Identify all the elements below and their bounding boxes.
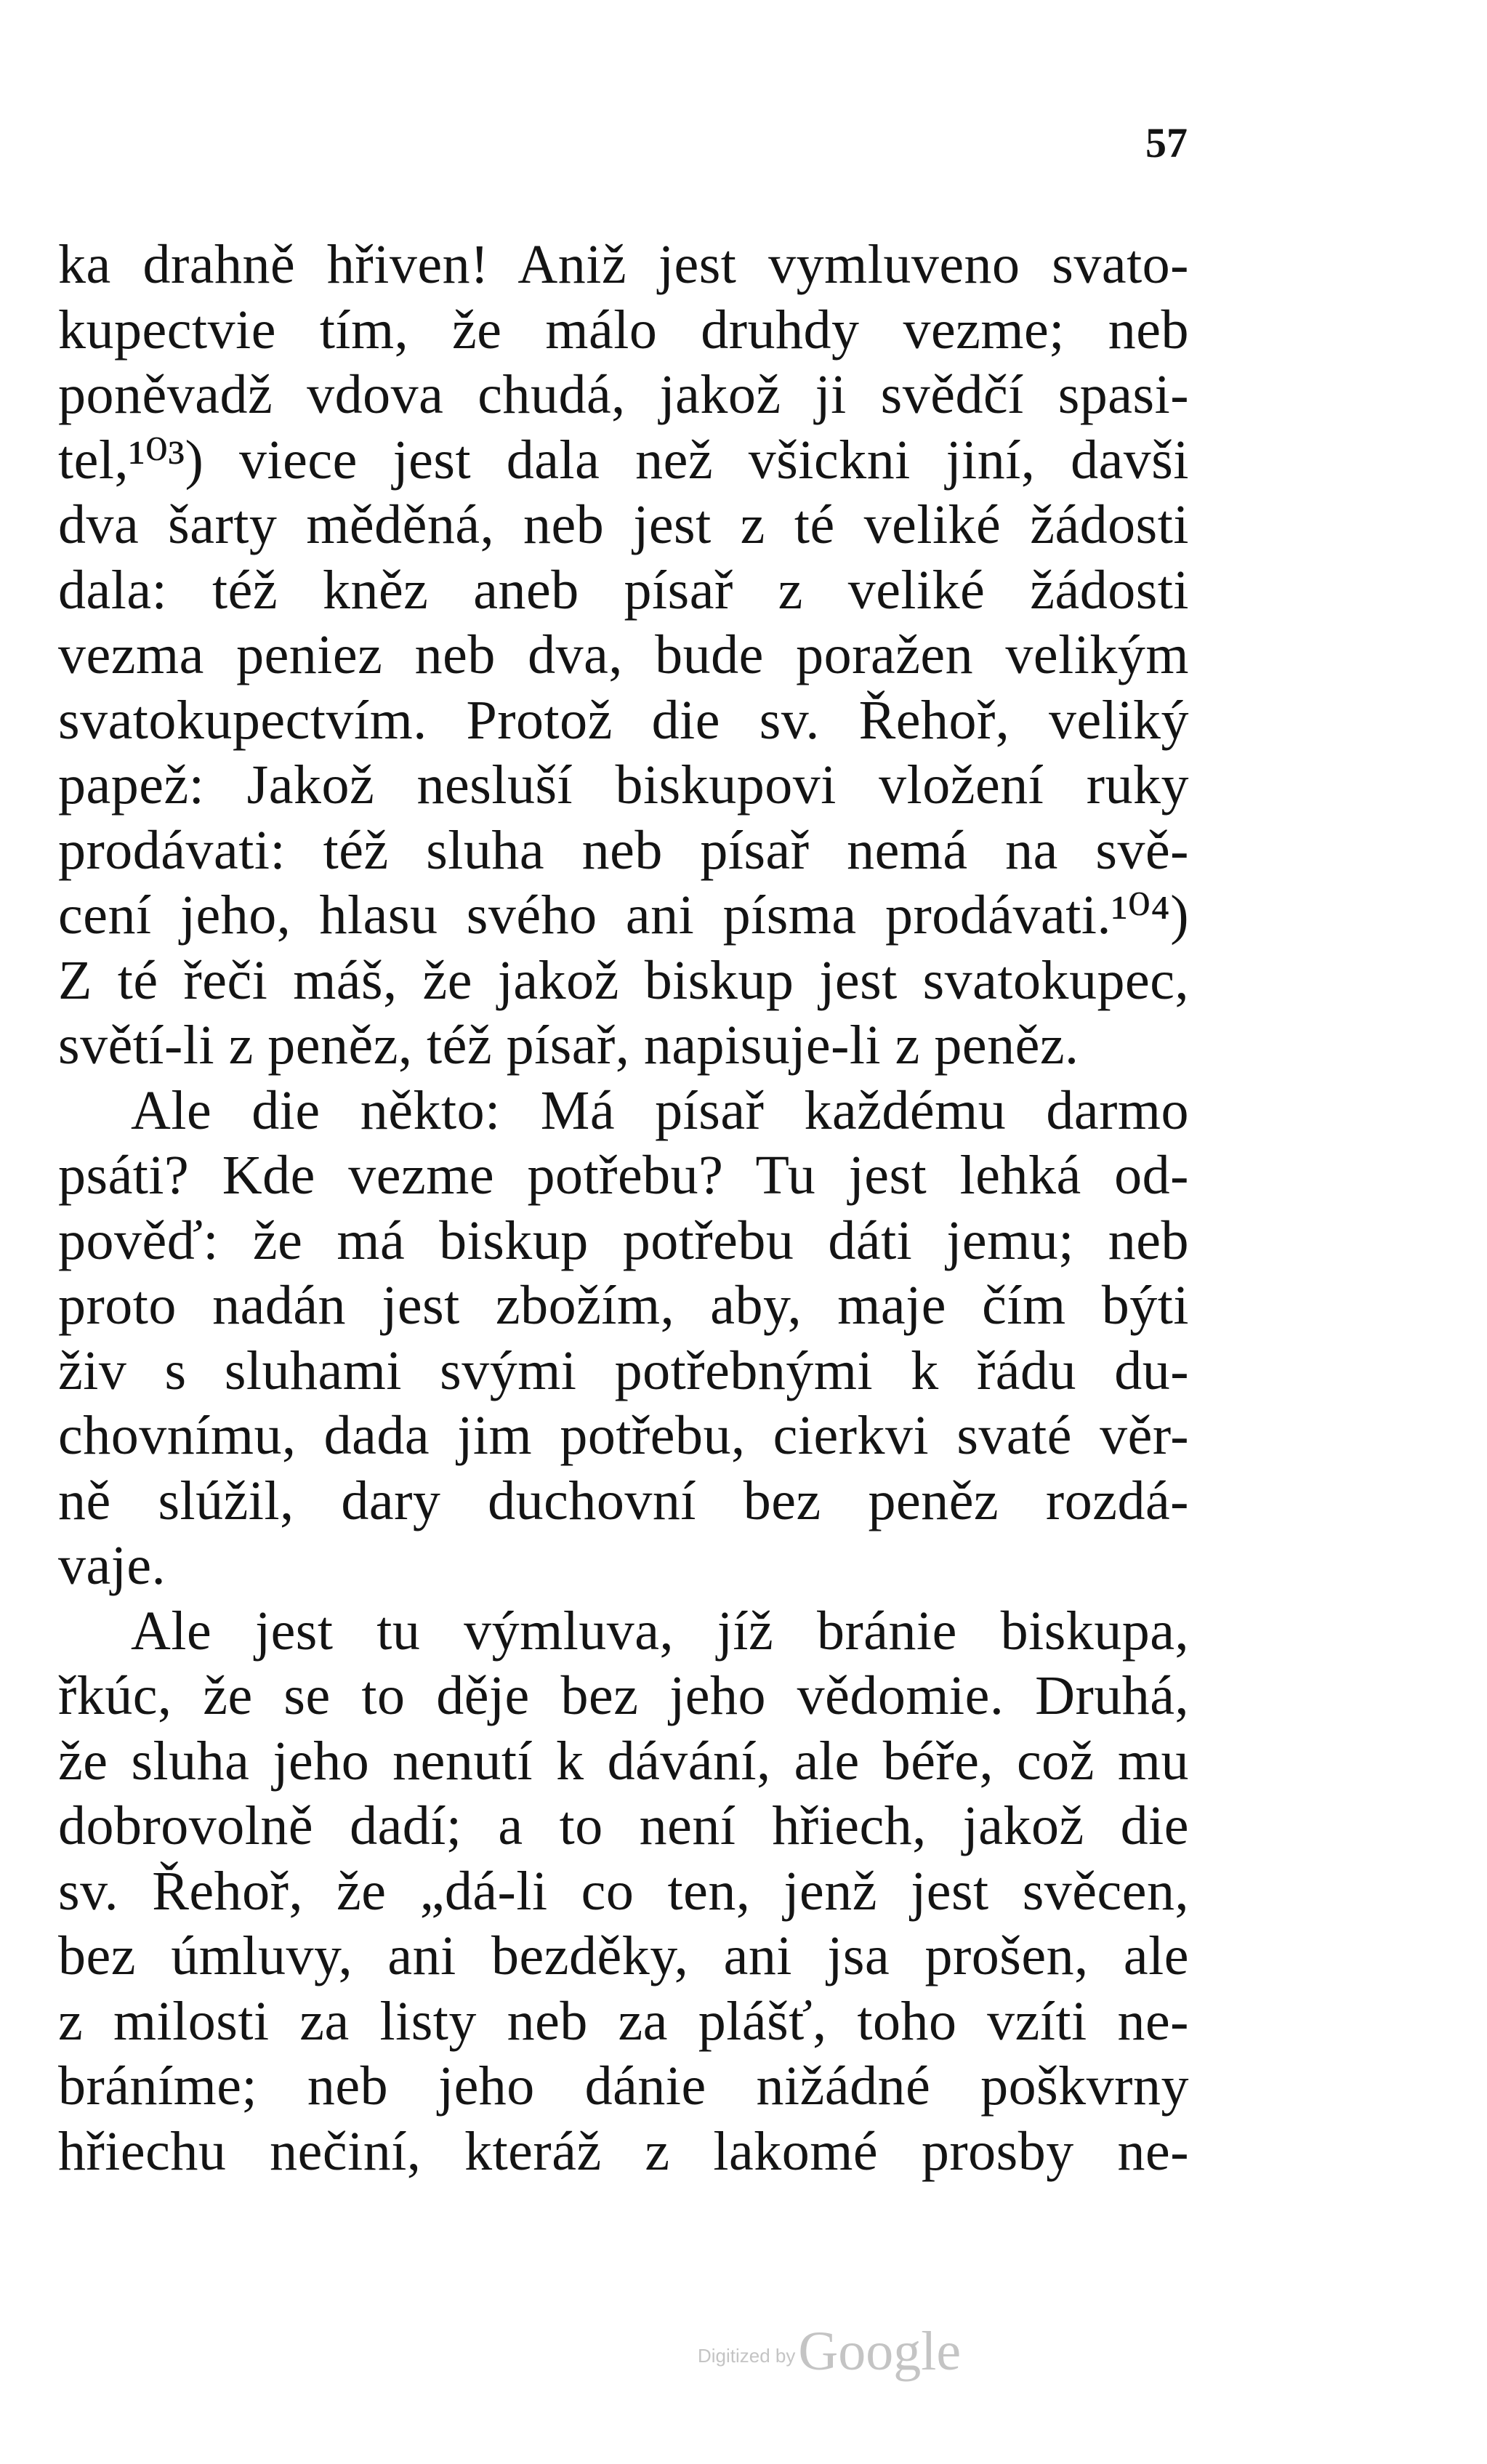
- text-line: proto nadán jest zbožím, aby, maje čím býti: [58, 1275, 1189, 1336]
- text-line: chovnímu, dada jim potřebu, cierkvi svaté věr-: [58, 1405, 1189, 1466]
- body-text: [58, 233, 1189, 2184]
- text-line: ně slúžil, dary duchovní bez peněz rozdá-: [58, 1470, 1189, 1531]
- text-line: Ale jest tu výmluva, jíž bránie biskupa,: [131, 1600, 1189, 1662]
- text-line: z milosti za listy neb za plášť, toho vzíti ne-: [58, 1990, 1189, 2052]
- text-line: cení jeho, hlasu svého ani písma prodávati.¹⁰⁴): [58, 885, 1189, 946]
- text-line: poněvadž vdova chudá, jakož ji svědčí spasi-: [58, 364, 1189, 425]
- watermark-brand: Google: [798, 2321, 962, 2382]
- text-line: světí-li z peněz, též písař, napisuje-li z peněz.: [58, 1015, 1079, 1076]
- text-line: dobrovolně dadí; a to není hřiech, jakož die: [58, 1795, 1189, 1856]
- text-line: hřiechu nečiní, kteráž z lakomé prosby ne-: [58, 2120, 1189, 2182]
- text-line: ka drahně hřiven! Aniž jest vymluveno svato-: [58, 234, 1189, 295]
- page-number: 57: [1145, 119, 1188, 166]
- text-line: svatokupectvím. Protož die sv. Řehoř, veliký: [58, 689, 1189, 751]
- watermark-prefix: Digitized by: [698, 2345, 796, 2367]
- text-line: dala: též kněz aneb písař z veliké žádosti: [58, 559, 1189, 621]
- text-line: kupectvie tím, že málo druhdy vezme; neb: [58, 299, 1189, 361]
- text-line: pověď: že má biskup potřebu dáti jemu; neb: [58, 1209, 1189, 1271]
- text-line: psáti? Kde vezme potřebu? Tu jest lehká od-: [58, 1145, 1189, 1206]
- text-line: Ale die někto: Má písař každému darmo: [131, 1079, 1189, 1141]
- text-line: vezma peniez neb dva, bude poražen velikým: [58, 624, 1189, 685]
- text-line: dva šarty měděná, neb jest z té veliké žádosti: [58, 494, 1189, 555]
- text-line: řkúc, že se to děje bez jeho vědomie. Druhá,: [58, 1665, 1189, 1726]
- text-line: bez úmluvy, ani bezděky, ani jsa prošen, ale: [58, 1925, 1189, 1986]
- text-line: vaje.: [58, 1535, 166, 1596]
- text-line: sv. Řehoř, že „dá-li co ten, jenž jest svěcen,: [58, 1860, 1189, 1922]
- text-line: Z té řeči máš, že jakož biskup jest svatokupec,: [58, 949, 1189, 1011]
- text-line: tel,¹⁰³) viece jest dala než všickni jiní, davši: [58, 429, 1189, 491]
- digitized-by-google-watermark: [698, 2320, 961, 2383]
- text-line: živ s sluhami svými potřebnými k řádu du-: [58, 1340, 1189, 1401]
- text-line: že sluha jeho nenutí k dávání, ale béře, což mu: [58, 1730, 1189, 1792]
- text-line: bráníme; neb jeho dánie nižádné poškvrny: [58, 2056, 1189, 2117]
- text-line: prodávati: též sluha neb písař nemá na svě-: [58, 819, 1189, 881]
- text-line: papež: Jakož nesluší biskupovi vložení ruky: [58, 754, 1189, 816]
